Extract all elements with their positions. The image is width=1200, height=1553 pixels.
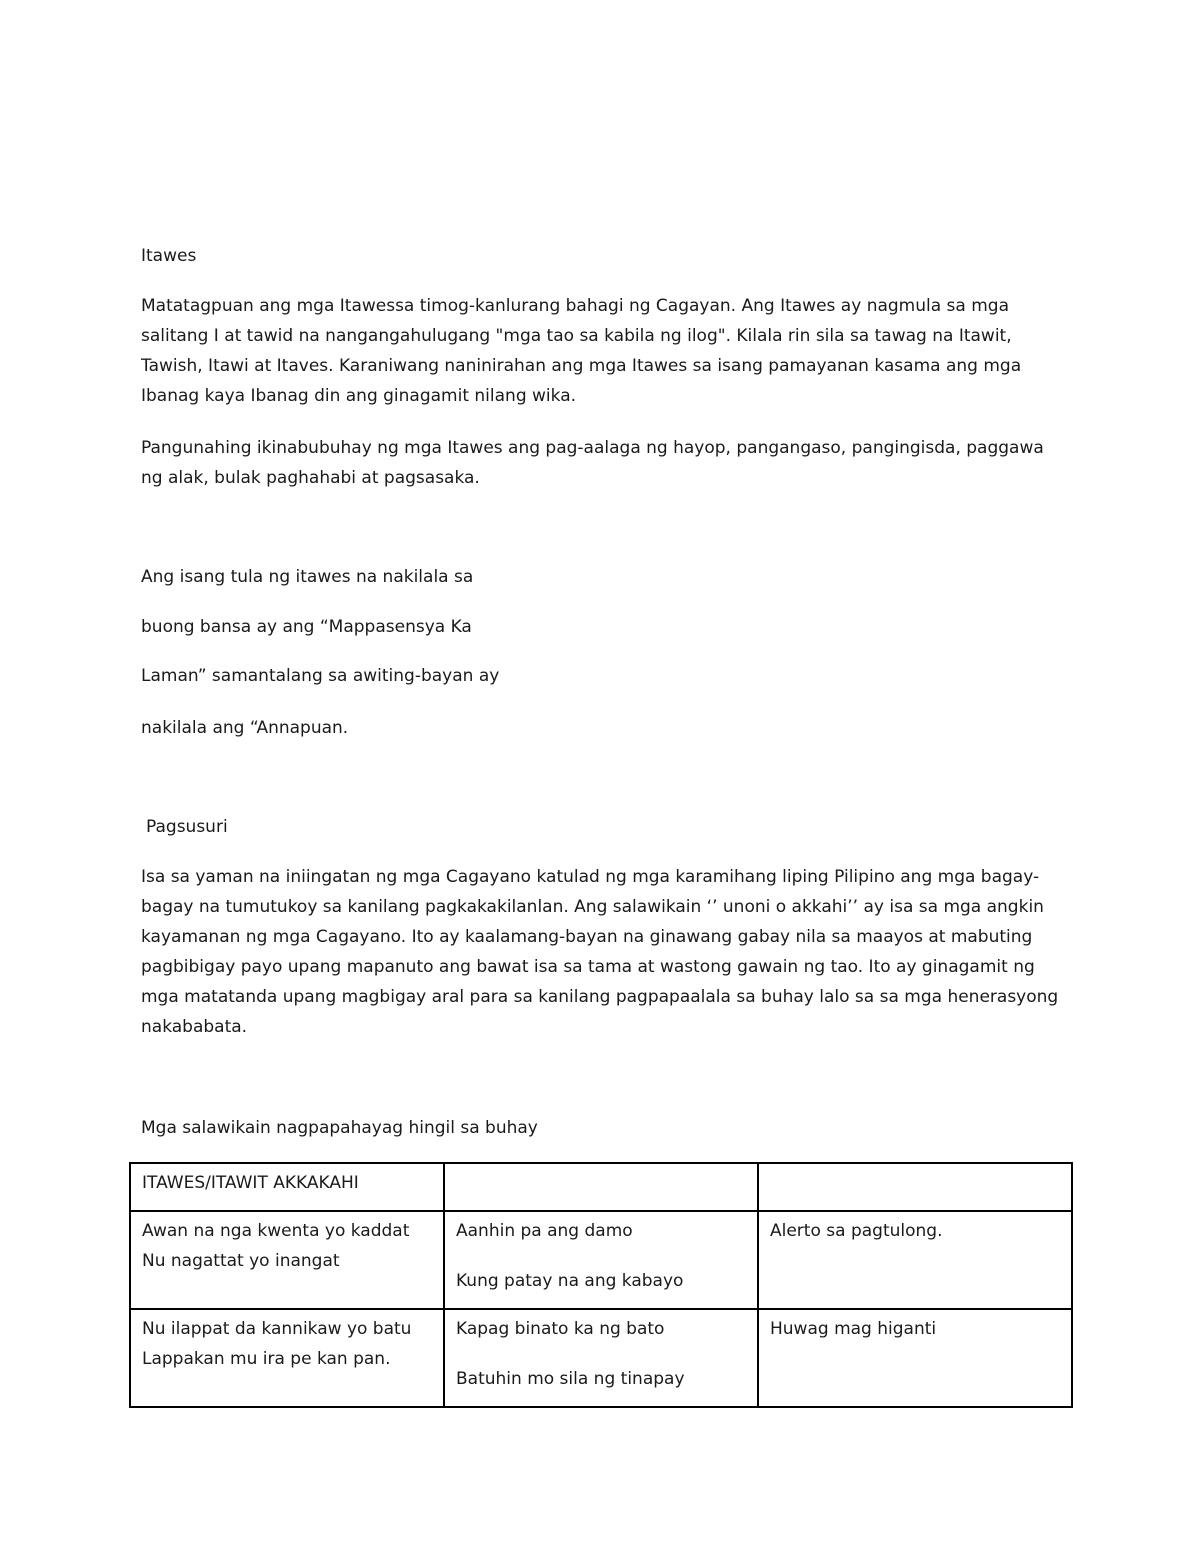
section-heading-pagsusuri: Pagsusuri xyxy=(146,817,228,837)
text-line: salitang I at tawid na nangangahulugang "mga tao sa kabila ng ilog". Kilala rin sila sa tawag na Itawit, xyxy=(141,326,1012,346)
text-line: mga matatanda upang magbigay aral para sa kanilang pagpapaalala sa buhay lalo sa sa mga henerasyong xyxy=(141,987,1059,1007)
section-heading-itawes: Itawes xyxy=(141,246,197,266)
poem-line: nakilala ang “Annapuan. xyxy=(141,718,349,738)
table-row xyxy=(130,1211,1072,1309)
cell-line: Alerto sa pagtulong. xyxy=(770,1221,943,1241)
text-line: Matatagpuan ang mga Itawessa timog-kanlurang bahagi ng Cagayan. Ang Itawes ay nagmula sa mga xyxy=(141,296,1009,316)
paragraph-pagsusuri xyxy=(141,862,1071,1042)
text-line: Pangunahing ikinabubuhay ng mga Itawes ang pag-aalaga ng hayop, pangangaso, pangingisda, paggawa xyxy=(141,438,1044,458)
cell-line: Kung patay na ang kabayo xyxy=(456,1271,684,1291)
cell-line: Aanhin pa ang damo xyxy=(456,1221,633,1241)
cell-line: Kapag binato ka ng bato xyxy=(456,1319,665,1339)
cell-gap xyxy=(456,1246,747,1266)
cell-gap xyxy=(456,1344,747,1364)
text-line: kayamanan ng mga Cagayano. Ito ay kaalamang-bayan na ginawang gabay nila sa maayos at mabuting xyxy=(141,927,1033,947)
text-line: Tawish, Itawi at Itaves. Karaniwang naninirahan ang mga Itawes sa isang pamayanan kasama ang mga xyxy=(141,356,1022,376)
poem-line: Laman” samantalang sa awiting-bayan ay xyxy=(141,666,500,686)
cell-line: Huwag mag higanti xyxy=(770,1319,937,1339)
text-line: Ibanag kaya Ibanag din ang ginagamit nilang wika. xyxy=(141,386,577,406)
meaning-cell xyxy=(758,1309,1072,1407)
poem-line: buong bansa ay ang “Mappasensya Ka xyxy=(141,617,472,637)
tagalog-cell xyxy=(444,1211,758,1309)
tagalog-cell xyxy=(444,1309,758,1407)
meaning-cell xyxy=(758,1211,1072,1309)
table-caption: Mga salawikain nagpapahayag hingil sa buhay xyxy=(141,1118,538,1138)
text-line: Isa sa yaman na iniingatan ng mga Cagayano katulad ng mga karamihang liping Pilipino ang mga bagay- xyxy=(141,867,1040,887)
text-line: ng alak, bulak paghahabi at pagsasaka. xyxy=(141,468,480,488)
table-row xyxy=(130,1309,1072,1407)
paragraph-intro xyxy=(141,291,1071,411)
poem-line: Ang isang tula ng itawes na nakilala sa xyxy=(141,567,474,587)
text-line: bagay na tumutukoy sa kanilang pagkakakilanlan. Ang salawikain ‘’ unoni o akkahi’’ ay isa sa mga angkin xyxy=(141,897,1044,917)
table-header-cell xyxy=(758,1163,1072,1211)
cell-line: Awan na nga kwenta yo kaddat xyxy=(142,1221,410,1241)
salawikain-table xyxy=(129,1162,1073,1408)
cell-line: Batuhin mo sila ng tinapay xyxy=(456,1369,685,1389)
text-line: pagbibigay payo upang mapanuto ang bawat isa sa tama at wastong gawain ng tao. Ito ay ginagamit ng xyxy=(141,957,1035,977)
itawit-cell xyxy=(130,1211,444,1309)
itawit-cell xyxy=(130,1309,444,1407)
cell-line: Lappakan mu ira pe kan pan. xyxy=(142,1349,391,1369)
table-header-cell xyxy=(444,1163,758,1211)
table-header-row xyxy=(130,1163,1072,1211)
cell-line: Nu nagattat yo inangat xyxy=(142,1251,340,1271)
paragraph-livelihood xyxy=(141,433,1071,493)
table-header-cell: ITAWES/ITAWIT AKKAKAHI xyxy=(130,1163,444,1211)
text-line: nakababata. xyxy=(141,1017,248,1037)
cell-line: Nu ilappat da kannikaw yo batu xyxy=(142,1319,412,1339)
